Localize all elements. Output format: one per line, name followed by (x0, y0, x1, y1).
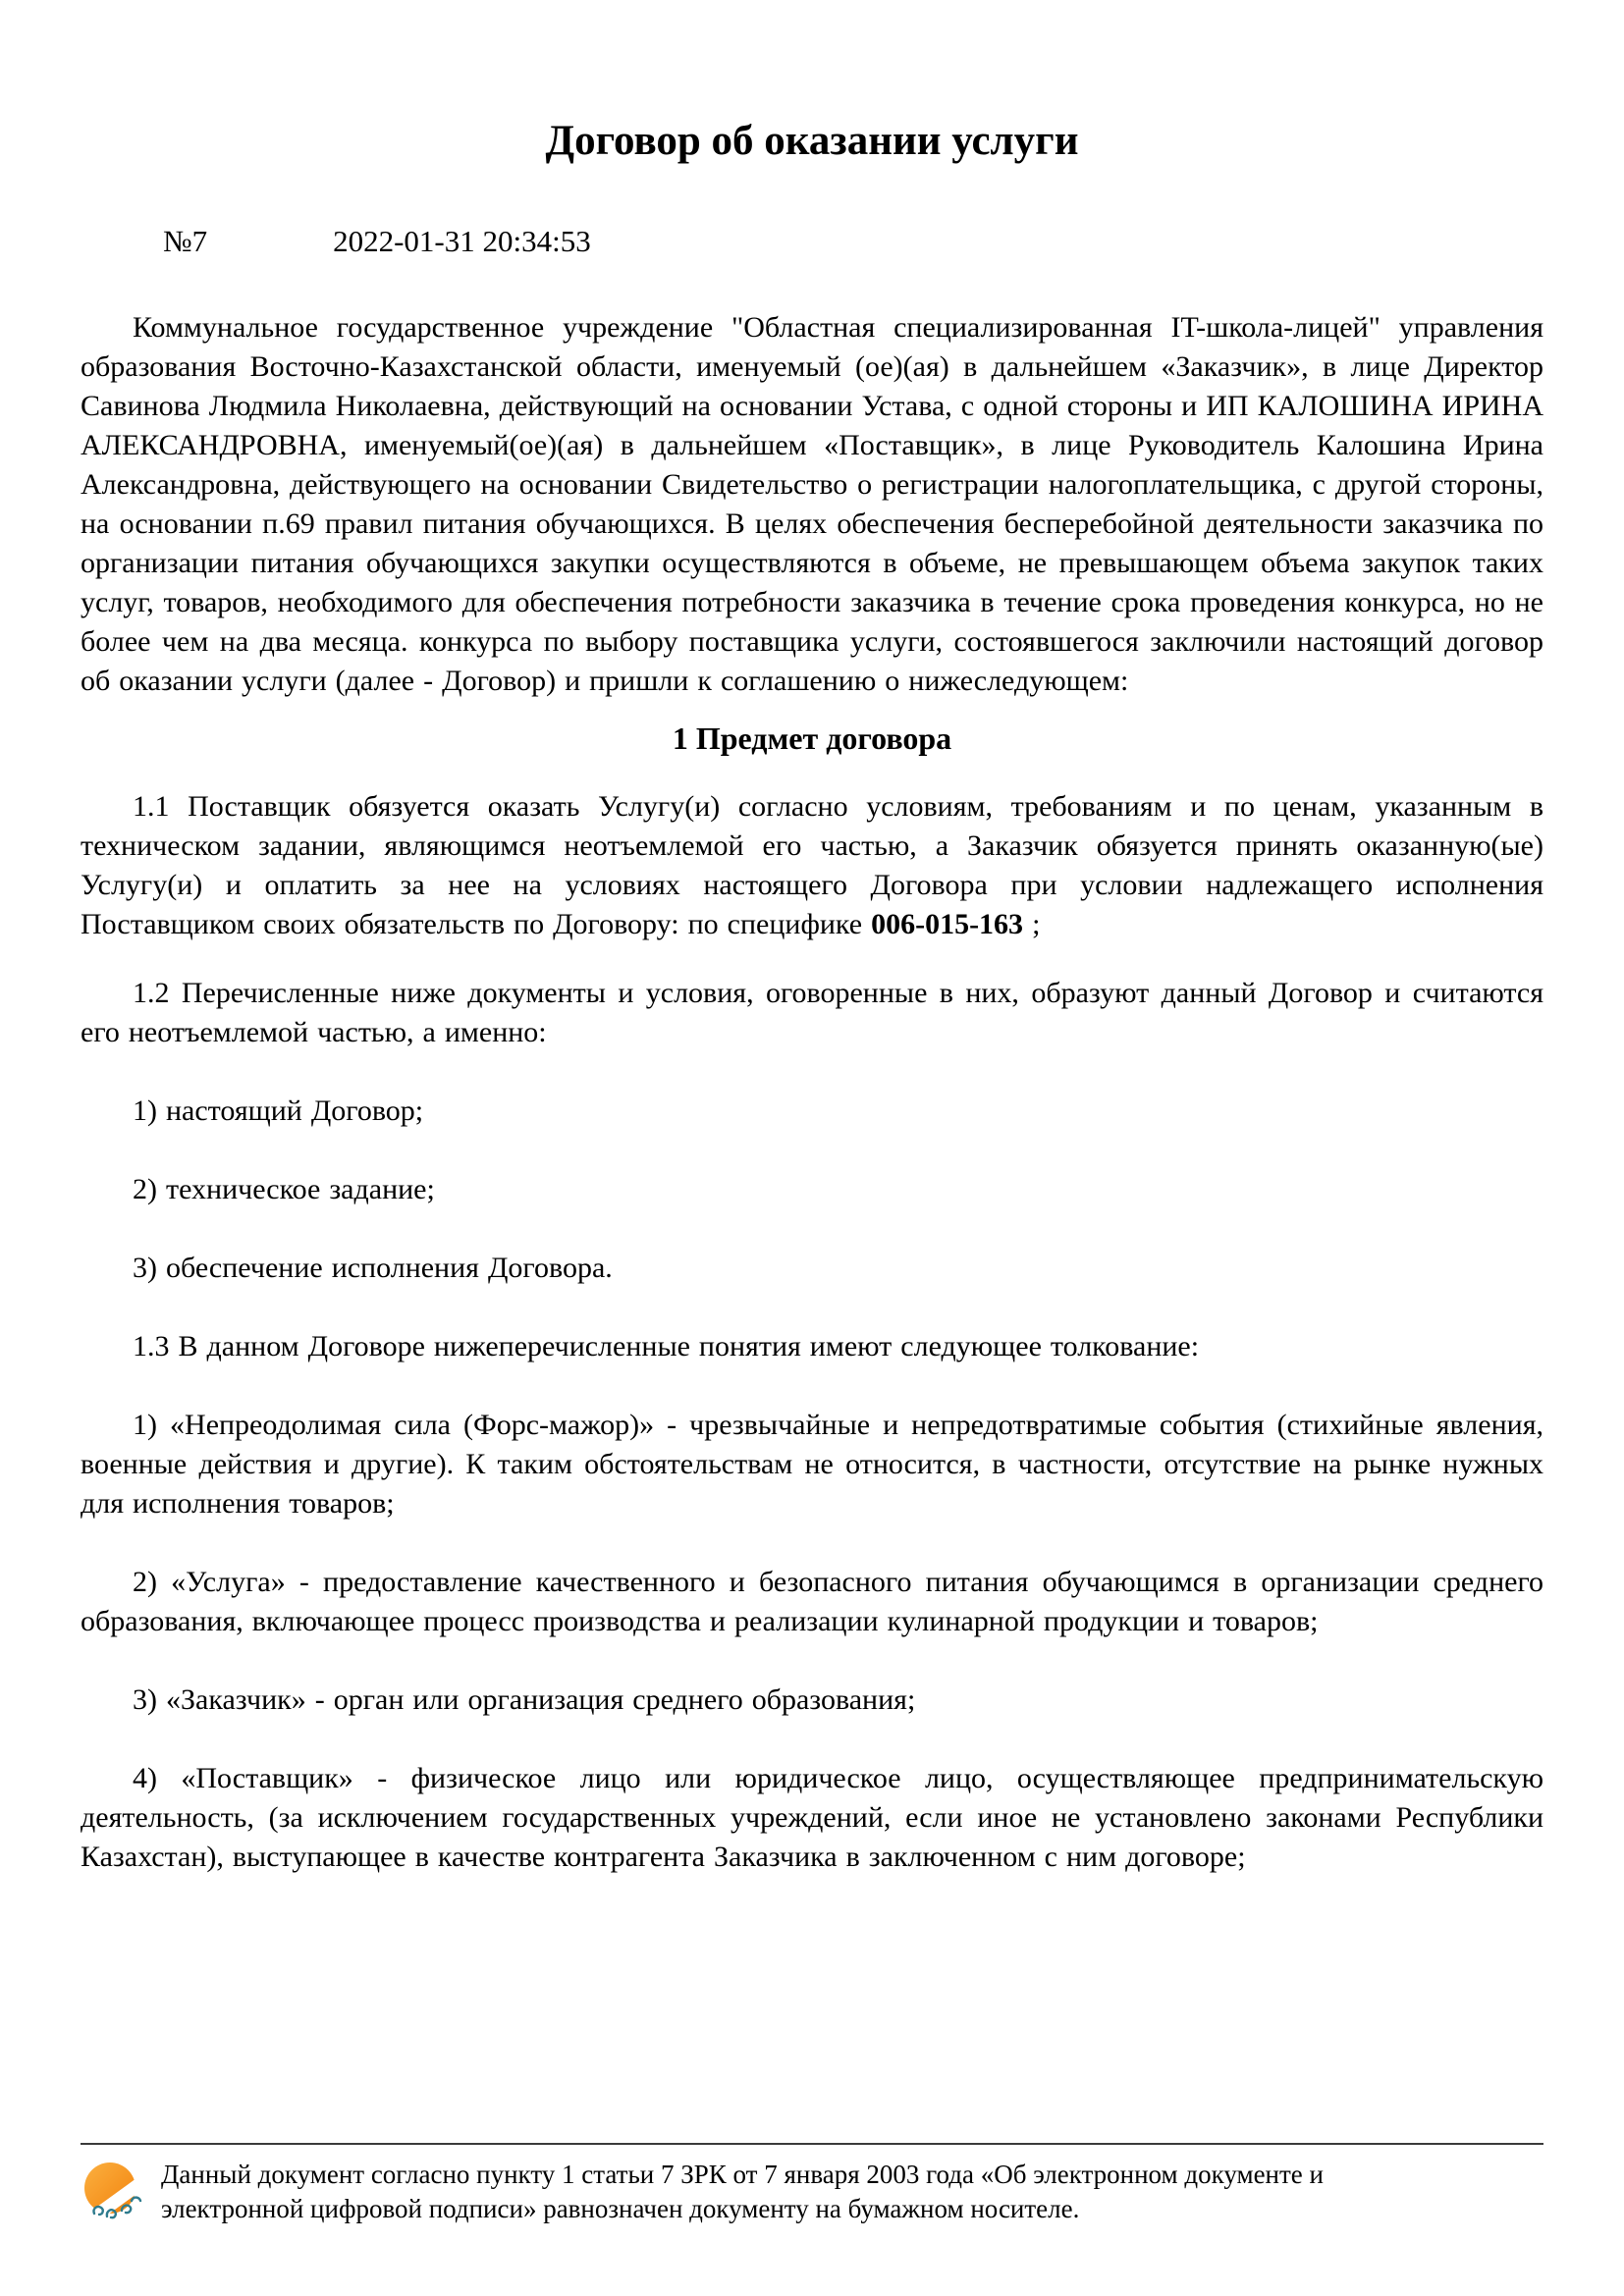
clause-1-1-suffix: ; (1023, 908, 1041, 940)
definition-force-majeure: 1) «Непреодолимая сила (Форс-мажор)» - чрезвычайные и непредотвратимые события (стихийные явления, военные действия и другие). К таким обстоятельствам не относится, в частности, отсутствие на рынке нужных для исполнения товаров; (81, 1409, 1543, 1520)
document-datetime: 2022-01-31 20:34:53 (333, 224, 591, 258)
esign-footer-text: Данный документ согласно пункту 1 статьи 7 ЗРК от 7 января 2003 года «Об электронном документе и электронной цифровой подписи» равнозначен документу на бумажном носителе. (161, 2160, 1324, 2223)
definition-supplier: 4) «Поставщик» - физическое лицо или юридическое лицо, осуществляющее предпринимательскую деятельность, (за исключением государственных учреждений, если иное не установлено законами Республики Казахстан), выступающее в качестве контрагента Заказчика в заключенном с ним договоре; (81, 1762, 1543, 1873)
documents-list-item-3: 3) обеспечение исполнения Договора. (133, 1252, 613, 1284)
section-1-heading: 1 Предмет договора (672, 721, 952, 756)
document-meta (81, 221, 1543, 261)
spec-code: 006-015-163 (871, 908, 1024, 940)
documents-list-item-2: 2) техническое задание; (133, 1173, 435, 1205)
clause-1-3: 1.3 В данном Договоре нижеперечисленные понятия имеют следующее толкование: (133, 1330, 1200, 1362)
definition-customer: 3) «Заказчик» - орган или организация среднего образования; (133, 1683, 916, 1716)
documents-list-item-1: 1) настоящий Договор; (133, 1095, 424, 1127)
clause-1-1 (81, 787, 1543, 944)
goszakup-logo-icon (81, 2160, 143, 2222)
page-title: Договор об оказании услуги (545, 118, 1079, 164)
document-number: №7 (163, 224, 208, 258)
intro-paragraph: Коммунальное государственное учреждение "Областная специализированная IT-школа-лицей" управления образования Восточно-Казахстанской области, именуемый (ое)(ая) в дальнейшем «Заказчик», в лице Директор Савинова Людмила Николаевна, действующий на основании Устава, с одной стороны и ИП КАЛОШИНА ИРИНА АЛЕКСАНДРОВНА, именуемый(ое)(ая) в дальнейшем «Поставщик», в лице Руководитель Калошина Ирина Александровна, действующего на основании Свидетельство о регистрации налогоплательщика, с другой стороны, на основании п.69 правил питания обучающихся. В целях обеспечения бесперебойной деятельности заказчика по организации питания обучающихся закупки осуществляются в объеме, не превышающем объема закупок таких услуг, товаров, необходимого для обеспечения потребности заказчика в течение срока проведения конкурса, но не более чем на два месяца. конкурса по выбору поставщика услуги, состоявшегося заключили настоящий договор об оказании услуги (далее - Договор) и пришли к соглашению о нижеследующем: (81, 311, 1543, 697)
clause-1-2: 1.2 Перечисленные ниже документы и условия, оговоренные в них, образуют данный Договор и считаются его неотъемлемой частью, а именно: (81, 977, 1543, 1048)
esign-footer (81, 2143, 1543, 2226)
clause-1-1-text: 1.1 Поставщик обязуется оказать Услугу(и) согласно условиям, требованиям и по ценам, указанным в техническом задании, являющимся неотъемлемой его частью, а Заказчик обязуется принять оказанную(ые) Услугу(и) и оплатить за нее на условиях настоящего Договора при условии надлежащего исполнения Поставщиком своих обязательств по Договору: по специфике (81, 790, 1543, 940)
definition-service: 2) «Услуга» - предоставление качественного и безопасного питания обучающимся в организации среднего образования, включающее процесс производства и реализации кулинарной продукции и товаров; (81, 1566, 1543, 1637)
